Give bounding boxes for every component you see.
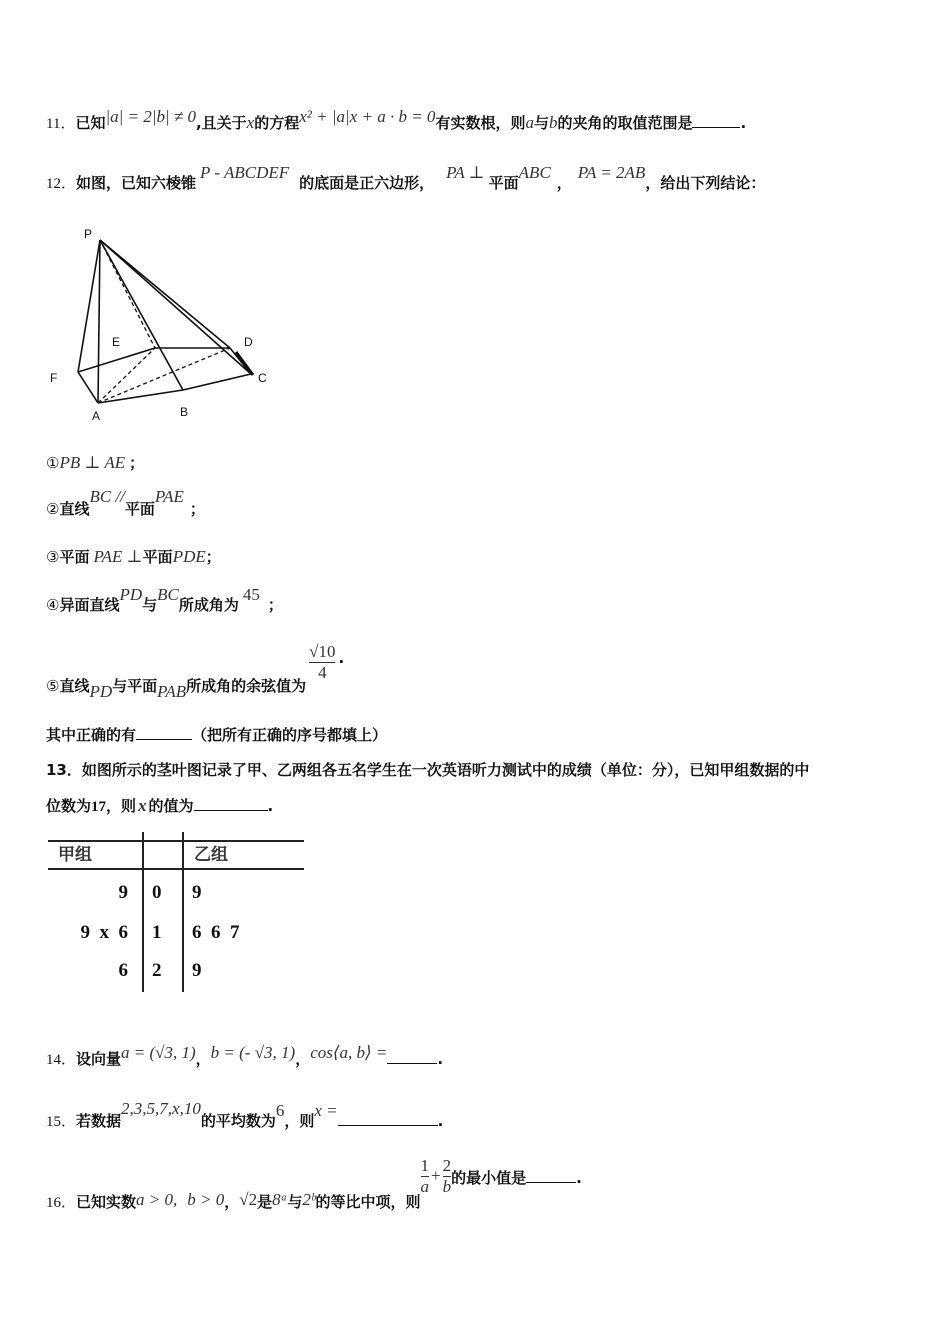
right-group-header: 乙组 bbox=[194, 845, 228, 865]
answer-blank[interactable] bbox=[136, 725, 192, 740]
conclusion-3: ③平面 PAE ⊥平面PDE； bbox=[46, 547, 221, 566]
question-number: 14． bbox=[46, 1052, 77, 1068]
vertex-label-d: D bbox=[244, 335, 253, 349]
question-number: 12． bbox=[46, 176, 77, 192]
math-expression: |a| = 2|b| ≠ 0 bbox=[105, 107, 196, 126]
stem-leaf-plot bbox=[46, 828, 308, 994]
question-12: 12．如图，已知六棱锥P - ABCDEF的底面是正六边形，PA ⊥平面ABC，PA = 2AB，给出下列结论： bbox=[46, 163, 766, 192]
conclusion-1: ①PB ⊥ AE ； bbox=[46, 453, 145, 472]
stem-row-2: 2 bbox=[152, 960, 162, 981]
vertex-label-p: P bbox=[84, 227, 93, 241]
fraction-1-over-a: $\frac{1}{a}$ bbox=[420, 1156, 430, 1196]
conclusion-4: ④异面直线PD与BC所成角为45； bbox=[46, 585, 283, 614]
vertex-label-c: C bbox=[258, 371, 267, 385]
question-15: 15．若数据2,3,5,7,x,10的平均数为6，则x =. bbox=[46, 1099, 444, 1130]
fraction: $\frac{√10}{4}$ bbox=[309, 642, 336, 682]
left-group-header: 甲组 bbox=[58, 845, 92, 865]
question-16: 16．已知实数a > 0, b > 0，√2是8ᵃ与2ᵇ的等比中项，则 $\frac{1}{a}$ + $\frac{2}{b}$ 的最小值是 . bbox=[46, 1156, 582, 1211]
question-13-line-1: 13．如图所示的茎叶图记录了甲、乙两组各五名学生在一次英语听力测试中的成绩（单位：分），已知甲组数据的中 bbox=[46, 761, 810, 779]
vertex-label-b: B bbox=[180, 405, 189, 419]
question-number: 15． bbox=[46, 1114, 77, 1130]
leaf-left-row-1: 9 x 6 bbox=[80, 922, 128, 943]
question-number: 16． bbox=[46, 1195, 77, 1211]
answer-blank[interactable] bbox=[338, 1111, 438, 1126]
vertex-label-e: E bbox=[112, 335, 121, 349]
vertex-label-f: F bbox=[50, 371, 58, 385]
math-expression: x² + |a|x + a · b = 0 bbox=[299, 107, 436, 126]
answer-blank[interactable] bbox=[387, 1049, 437, 1064]
question-11: 11．已知|a| = 2|b| ≠ 0,且关于x的方程x² + |a|x + a · b = 0有实数根，则a与b的夹角的取值范围是 . bbox=[46, 107, 747, 132]
question-number: 11． bbox=[46, 116, 76, 132]
leaf-right-row-2: 9 bbox=[192, 960, 202, 981]
vector-a: a = (√3, 1) bbox=[121, 1043, 196, 1062]
hexagonal-pyramid-figure bbox=[40, 222, 280, 427]
stem-row-1: 1 bbox=[152, 922, 162, 943]
vector-b: b = (- √3, 1) bbox=[210, 1043, 296, 1062]
fraction-2-over-b: $\frac{2}{b}$ bbox=[442, 1156, 452, 1196]
vertex-label-a: A bbox=[92, 409, 101, 423]
q12-answer-line: 其中正确的有 （把所有正确的序号都填上） bbox=[46, 726, 388, 744]
conclusion-2: ②直线BC //平面PAE； bbox=[46, 487, 205, 518]
answer-blank[interactable] bbox=[194, 796, 268, 811]
answer-blank[interactable] bbox=[526, 1168, 576, 1183]
question-13-line-2: 位数为17，则 x 的值为 . bbox=[46, 796, 274, 815]
math-expression: P - ABCDEF bbox=[200, 163, 290, 182]
leaf-left-row-2: 6 bbox=[118, 960, 128, 981]
stem-row-0: 0 bbox=[152, 882, 162, 903]
leaf-right-row-0: 9 bbox=[192, 882, 202, 903]
leaf-right-row-1: 6 6 7 bbox=[192, 922, 240, 943]
answer-blank[interactable] bbox=[692, 113, 740, 128]
leaf-left-row-0: 9 bbox=[118, 882, 128, 903]
conclusion-5: ⑤直线PD与平面PAB所成角的余弦值为 $\frac{√10}{4}$ . bbox=[46, 642, 345, 701]
question-14: 14．设向量a = (√3, 1)，b = (- √3, 1)，cos⟨a, b⟩ = . bbox=[46, 1043, 444, 1068]
